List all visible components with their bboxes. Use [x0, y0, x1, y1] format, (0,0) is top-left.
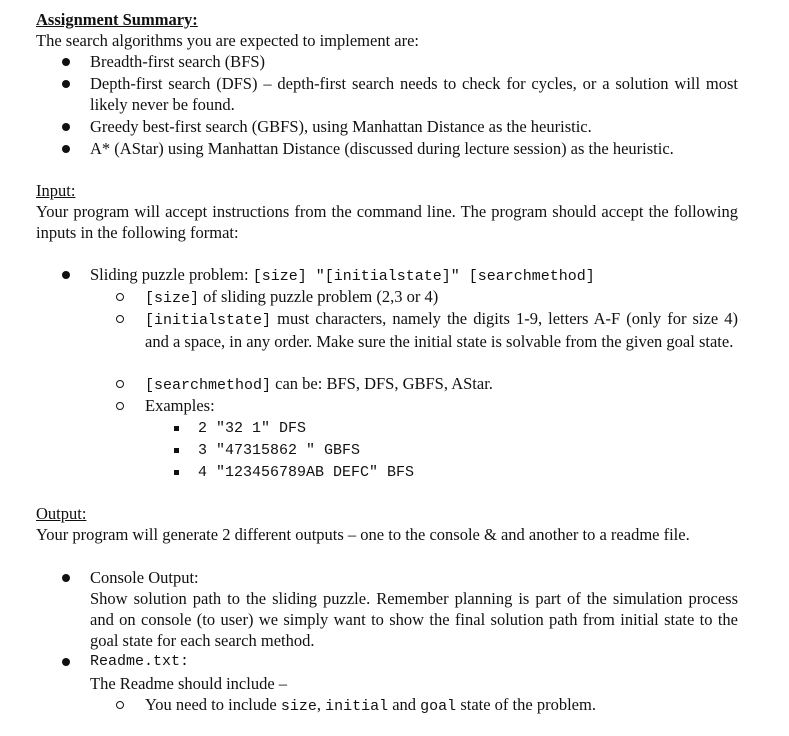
- circle-bullet-icon: [116, 701, 124, 709]
- readme-size-code: size: [280, 698, 317, 715]
- sliding-puzzle-format: [size] "[initialstate]" [searchmethod]: [252, 268, 595, 285]
- square-bullet-icon: [174, 470, 179, 475]
- bullet-icon: [62, 145, 70, 153]
- bullet-icon: [62, 80, 70, 88]
- searchmethod-param-item: [145, 373, 738, 396]
- example-item: 3 "47315862 " GBFS: [198, 442, 361, 459]
- console-output-desc: Show solution path to the sliding puzzle. Remember planning is part of the simulation process and on console (to user) we simply want to show the final solution path from initial state to the goal state for each search method.: [90, 589, 738, 650]
- output-heading: Output:: [36, 504, 87, 523]
- bullet-icon: [62, 658, 70, 666]
- size-param-code: [size]: [145, 290, 200, 307]
- readme-requirement-and: and: [388, 695, 421, 714]
- searchmethod-param-desc: can be: BFS, DFS, GBFS, AStar.: [271, 374, 493, 393]
- summary-heading: Assignment Summary:: [36, 10, 198, 29]
- circle-bullet-icon: [116, 402, 124, 410]
- initialstate-param-code: [initialstate]: [145, 312, 272, 329]
- readme-requirement-item: [145, 694, 738, 717]
- bullet-icon: [62, 123, 70, 131]
- square-bullet-icon: [174, 448, 179, 453]
- algorithm-item-gbfs: Greedy best-first search (GBFS), using Manhattan Distance as the heuristic.: [90, 117, 592, 136]
- circle-bullet-icon: [116, 380, 124, 388]
- algorithm-item-dfs: Depth-first search (DFS) – depth-first search needs to check for cycles, or a solution will most likely never be found.: [90, 74, 738, 114]
- circle-bullet-icon: [116, 315, 124, 323]
- input-heading: Input:: [36, 181, 76, 200]
- readme-desc: The Readme should include –: [90, 674, 288, 693]
- sliding-puzzle-label: Sliding puzzle problem:: [90, 265, 253, 284]
- algorithm-item-astar: A* (AStar) using Manhattan Distance (discussed during lecture session) as the heuristic.: [90, 139, 674, 158]
- algorithm-item-bfs: Breadth-first search (BFS): [90, 52, 266, 71]
- readme-initial-code: initial: [325, 698, 389, 715]
- example-item: 4 "123456789AB DEFC" BFS: [198, 464, 415, 481]
- square-bullet-icon: [174, 426, 179, 431]
- sliding-puzzle-item: [90, 264, 738, 287]
- initialstate-param-item: [145, 308, 738, 352]
- initialstate-param-desc: must characters, namely the digits 1-9, letters A-F (only for size 4) and a space, in any order. Make sure the initial state is solvable from the given goal state.: [145, 309, 738, 351]
- readme-label: Readme.txt:: [90, 653, 190, 670]
- output-intro: Your program will generate 2 different outputs – one to the console & and another to a readme file.: [36, 525, 690, 544]
- readme-requirement-sep: ,: [316, 695, 326, 714]
- example-item: 2 "32 1" DFS: [198, 420, 307, 437]
- searchmethod-param-code: [searchmethod]: [145, 377, 272, 394]
- size-param-item: [145, 286, 738, 309]
- readme-requirement-pre: You need to include: [145, 695, 281, 714]
- summary-intro: The search algorithms you are expected to implement are:: [36, 31, 420, 50]
- size-param-desc: of sliding puzzle problem (2,3 or 4): [199, 287, 439, 306]
- examples-label: Examples:: [145, 396, 215, 415]
- bullet-icon: [62, 574, 70, 582]
- readme-goal-code: goal: [420, 698, 457, 715]
- bullet-icon: [62, 58, 70, 66]
- circle-bullet-icon: [116, 293, 124, 301]
- input-intro: Your program will accept instructions from the command line. The program should accept the following inputs in the following format:: [36, 202, 738, 242]
- bullet-icon: [62, 271, 70, 279]
- console-output-label: Console Output:: [90, 568, 199, 587]
- readme-requirement-post: state of the problem.: [456, 695, 596, 714]
